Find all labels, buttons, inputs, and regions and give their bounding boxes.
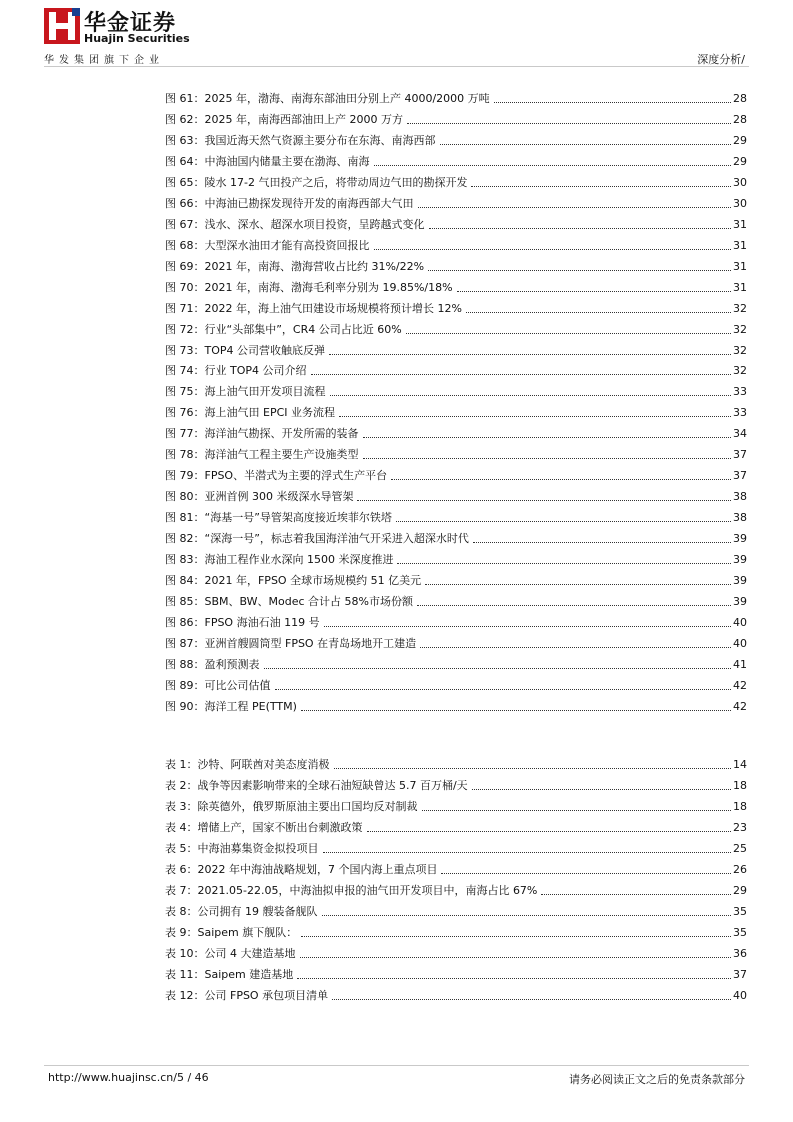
toc-entry[interactable] xyxy=(165,275,747,295)
toc-entry-label: 表 5：中海油募集资金拟投项目 xyxy=(165,842,319,855)
toc-entry-page: 30 xyxy=(733,196,747,210)
toc-dot-leader xyxy=(441,873,731,874)
toc-entry-label: 图 70：2021 年，南海、渤海毛利率分别为 19.85%/18% xyxy=(165,280,453,294)
company-tagline: 华发集团旗下企业 xyxy=(44,55,164,66)
toc-dot-leader xyxy=(406,333,731,334)
toc-dot-leader xyxy=(297,978,731,979)
toc-dot-leader xyxy=(301,936,731,937)
toc-dot-leader xyxy=(420,647,731,648)
toc-entry-label: 图 78：海洋油气工程主要生产设施类型 xyxy=(165,448,359,462)
toc-entry[interactable] xyxy=(165,631,747,651)
toc-entry-label: 表 1：沙特、阿联酋对美态度消极 xyxy=(165,758,330,771)
toc-entry[interactable] xyxy=(165,379,747,399)
toc-entry-page: 42 xyxy=(733,699,747,713)
toc-dot-leader xyxy=(494,102,731,103)
toc-dot-leader xyxy=(264,668,732,669)
toc-entry[interactable] xyxy=(165,526,747,546)
toc-entry-page: 31 xyxy=(733,259,747,273)
toc-entry[interactable] xyxy=(165,547,747,567)
footer-disclaimer: 请务必阅读正文之后的免责条款部分 xyxy=(569,1073,745,1086)
toc-entry-label: 图 76：海上油气田 EPCI 业务流程 xyxy=(165,406,335,420)
toc-entry-label: 表 8：公司拥有 19 艘装备舰队 xyxy=(165,905,318,918)
toc-entry-page: 32 xyxy=(733,343,747,357)
footer-page-number: 5 / 46 xyxy=(176,1071,209,1084)
toc-entry-page: 23 xyxy=(733,821,747,834)
toc-entry-label: 图 81：“海基一号”导管架高度接近埃菲尔铁塔 xyxy=(165,511,392,525)
toc-entry[interactable] xyxy=(165,254,747,274)
toc-entry-page: 40 xyxy=(733,989,747,1002)
toc-dot-leader xyxy=(429,228,732,229)
toc-entry[interactable] xyxy=(165,296,747,316)
toc-entry-page: 32 xyxy=(733,301,747,315)
toc-dot-leader xyxy=(334,768,732,769)
toc-entry-page: 31 xyxy=(733,238,747,252)
toc-entry-page: 39 xyxy=(733,595,747,609)
toc-entry[interactable] xyxy=(165,421,747,441)
toc-entry-label: 表 12：公司 FPSO 承包项目清单 xyxy=(165,989,329,1002)
toc-entry-page: 41 xyxy=(733,657,747,671)
toc-entry-label: 图 89：可比公司估值 xyxy=(165,678,271,692)
huajin-logo-icon xyxy=(44,8,80,44)
toc-entry[interactable] xyxy=(165,610,747,630)
toc-entry[interactable] xyxy=(165,694,747,714)
toc-entry-label: 图 72：行业“头部集中”，CR4 公司占比近 60% xyxy=(165,322,402,336)
toc-entry[interactable] xyxy=(165,836,747,856)
toc-entry-label: 表 6：2022 年中海油战略规划，7 个国内海上重点项目 xyxy=(165,863,438,876)
toc-entry-page: 35 xyxy=(733,926,747,939)
toc-entry[interactable] xyxy=(165,400,747,420)
header-divider xyxy=(44,66,749,67)
toc-entry-page: 25 xyxy=(733,842,747,855)
toc-dot-leader xyxy=(472,789,731,790)
toc-entry[interactable] xyxy=(165,773,747,793)
toc-entry-page: 29 xyxy=(733,133,747,147)
toc-entry-label: 表 3：除英德外，俄罗斯原油主要出口国均反对制裁 xyxy=(165,800,418,813)
toc-dot-leader xyxy=(367,831,732,832)
toc-dot-leader xyxy=(363,437,732,438)
toc-dot-leader xyxy=(418,207,732,208)
toc-entry-label: 表 4：增储上产，国家不断出台刺激政策 xyxy=(165,821,363,834)
toc-entry-page: 29 xyxy=(733,884,747,897)
toc-entry[interactable] xyxy=(165,107,747,127)
logo-english-name: Huajin Securities xyxy=(84,32,190,45)
toc-dot-leader xyxy=(357,500,731,501)
toc-entry-label: 图 61：2025 年，渤海、南海东部油田分别上产 4000/2000 万吨 xyxy=(165,92,490,105)
toc-entry-label: 图 84：2021 年，FPSO 全球市场规模约 51 亿美元 xyxy=(165,574,422,588)
toc-entry-label: 图 66：中海油已勘探发现待开发的南海西部大气田 xyxy=(165,196,414,210)
toc-entry[interactable] xyxy=(165,149,747,169)
toc-entry-page: 32 xyxy=(733,364,747,378)
toc-entry[interactable] xyxy=(165,652,747,672)
toc-entry-label: 图 77：海洋油气勘探、开发所需的装备 xyxy=(165,427,359,441)
toc-entry-page: 42 xyxy=(733,678,747,692)
toc-entry[interactable] xyxy=(165,338,747,358)
toc-entry-page: 37 xyxy=(733,469,747,483)
toc-entry[interactable] xyxy=(165,233,747,253)
toc-entry[interactable] xyxy=(165,212,747,232)
document-type: 深度分析/ xyxy=(697,53,745,66)
toc-entry[interactable] xyxy=(165,317,747,337)
toc-dot-leader xyxy=(466,312,731,313)
toc-dot-leader xyxy=(329,354,731,355)
toc-entry-label: 图 87：亚洲首艘圆筒型 FPSO 在青岛场地开工建造 xyxy=(165,636,417,650)
toc-entry-label: 表 10：公司 4 大建造基地 xyxy=(165,947,296,960)
toc-dot-leader xyxy=(440,144,732,145)
toc-dot-leader xyxy=(301,710,731,711)
toc-entry[interactable] xyxy=(165,920,747,940)
toc-dot-leader xyxy=(275,689,732,690)
toc-dot-leader xyxy=(396,521,731,522)
toc-entry-label: 图 68：大型深水油田才能有高投资回报比 xyxy=(165,238,370,252)
toc-entry-label: 图 79：FPSO、半潜式为主要的浮式生产平台 xyxy=(165,469,388,483)
toc-entry-label: 图 64：中海油国内储量主要在渤海、南海 xyxy=(165,154,370,168)
toc-entry-page: 39 xyxy=(733,574,747,588)
toc-entry-page: 40 xyxy=(733,636,747,650)
toc-entry-label: 图 90：海洋工程 PE(TTM) xyxy=(165,699,297,713)
footer-divider xyxy=(44,1065,749,1066)
toc-entry-page: 34 xyxy=(733,427,747,441)
toc-entry-page: 28 xyxy=(733,112,747,126)
toc-entry-label: 图 63：我国近海天然气资源主要分布在东海、南海西部 xyxy=(165,133,436,147)
toc-entry[interactable] xyxy=(165,815,747,835)
toc-entry[interactable] xyxy=(165,794,747,814)
toc-dot-leader xyxy=(397,563,731,564)
toc-dot-leader xyxy=(473,542,731,543)
toc-entry[interactable] xyxy=(165,358,747,378)
toc-entry-page: 39 xyxy=(733,553,747,567)
toc-entry-label: 图 83：海油工程作业水深向 1500 米深度推进 xyxy=(165,553,394,567)
toc-entry-label: 图 85：SBM、BW、Modec 合计占 58%市场份额 xyxy=(165,595,414,609)
toc-entry-label: 图 71：2022 年，海上油气田建设市场规模将预计增长 12% xyxy=(165,301,462,315)
toc-entry-page: 18 xyxy=(733,779,747,792)
toc-dot-leader xyxy=(300,957,732,958)
toc-entry[interactable] xyxy=(165,941,747,961)
toc-dot-leader xyxy=(541,894,731,895)
toc-entry[interactable] xyxy=(165,128,747,148)
toc-entry[interactable] xyxy=(165,752,747,772)
toc-entry[interactable] xyxy=(165,505,747,525)
toc-entry-page: 35 xyxy=(733,905,747,918)
toc-entry-label: 表 7：2021.05-22.05，中海油拟申报的油气田开发项目中，南海占比 67% xyxy=(165,884,538,897)
toc-entry-page: 33 xyxy=(733,385,747,399)
toc-dot-leader xyxy=(417,605,731,606)
toc-entry-label: 图 65：陵水 17-2 气田投产之后，将带动周边气田的勘探开发 xyxy=(165,175,468,189)
toc-dot-leader xyxy=(422,810,732,811)
toc-entry[interactable] xyxy=(165,589,747,609)
toc-entry-label: 图 80：亚洲首例 300 米级深水导管架 xyxy=(165,490,354,504)
toc-dot-leader xyxy=(471,186,731,187)
toc-entry-page: 37 xyxy=(733,968,747,981)
toc-entry[interactable] xyxy=(165,878,747,898)
toc-entry-label: 图 62：2025 年，南海西部油田上产 2000 万方 xyxy=(165,112,403,126)
toc-entry[interactable] xyxy=(165,86,747,106)
toc-entry[interactable] xyxy=(165,983,747,1003)
toc-entry-page: 28 xyxy=(733,92,747,105)
toc-entry-page: 29 xyxy=(733,154,747,168)
toc-entry-page: 38 xyxy=(733,490,747,504)
toc-dot-leader xyxy=(330,395,732,396)
toc-entry-label: 表 11：Saipem 建造基地 xyxy=(165,968,294,981)
toc-dot-leader xyxy=(374,249,732,250)
toc-entry-page: 39 xyxy=(733,532,747,546)
toc-entry[interactable] xyxy=(165,857,747,877)
toc-entry-label: 图 67：浅水、深水、超深水项目投资，呈跨越式变化 xyxy=(165,217,425,231)
toc-entry-label: 图 69：2021 年，南海、渤海营收占比约 31%/22% xyxy=(165,259,425,273)
footer-url-page xyxy=(48,1071,209,1084)
toc-entry[interactable] xyxy=(165,484,747,504)
toc-dot-leader xyxy=(311,374,732,375)
toc-entry-page: 36 xyxy=(733,947,747,960)
toc-dot-leader xyxy=(425,584,731,585)
logo-chinese-name: 华金证券 xyxy=(84,11,177,36)
toc-dot-leader xyxy=(332,999,731,1000)
toc-entry-page: 33 xyxy=(733,406,747,420)
toc-entry-page: 31 xyxy=(733,217,747,231)
toc-entry-page: 14 xyxy=(733,758,747,771)
toc-dot-leader xyxy=(374,165,732,166)
toc-entry-page: 37 xyxy=(733,448,747,462)
toc-entry-label: 图 88：盈利预测表 xyxy=(165,657,260,671)
company-logo xyxy=(44,8,194,44)
toc-entry[interactable] xyxy=(165,568,747,588)
toc-entry-page: 26 xyxy=(733,863,747,876)
toc-dot-leader xyxy=(322,915,732,916)
toc-entry-label: 图 75：海上油气田开发项目流程 xyxy=(165,385,326,399)
toc-entry-page: 18 xyxy=(733,800,747,813)
footer-url[interactable]: http://www.huajinsc.cn/ xyxy=(48,1071,177,1084)
toc-entry[interactable] xyxy=(165,962,747,982)
toc-entry-page: 31 xyxy=(733,280,747,294)
toc-entry-label: 图 82：“深海一号”，标志着我国海洋油气开采进入超深水时代 xyxy=(165,532,469,546)
toc-entry[interactable] xyxy=(165,442,747,462)
toc-entry[interactable] xyxy=(165,673,747,693)
toc-entry-label: 图 73：TOP4 公司营收触底反弹 xyxy=(165,343,325,357)
toc-entry-page: 30 xyxy=(733,175,747,189)
toc-dot-leader xyxy=(391,479,731,480)
toc-entry-label: 表 9：Saipem 旗下舰队： xyxy=(165,926,298,939)
toc-entry-page: 32 xyxy=(733,322,747,336)
toc-entry-label: 图 86：FPSO 海油石油 119 号 xyxy=(165,616,320,629)
toc-dot-leader xyxy=(339,416,731,417)
toc-dot-leader xyxy=(428,270,731,271)
toc-entry[interactable] xyxy=(165,899,747,919)
toc-entry-label: 表 2：战争等因素影响带来的全球石油短缺曾达 5.7 百万桶/天 xyxy=(165,779,468,792)
toc-entry[interactable] xyxy=(165,170,747,190)
toc-entry[interactable] xyxy=(165,191,747,211)
toc-dot-leader xyxy=(324,626,731,627)
toc-dot-leader xyxy=(407,123,731,124)
toc-dot-leader xyxy=(323,852,732,853)
toc-dot-leader xyxy=(457,291,731,292)
toc-entry-page: 40 xyxy=(733,616,747,629)
toc-dot-leader xyxy=(363,458,732,459)
toc-entry-page: 38 xyxy=(733,511,747,525)
toc-entry-label: 图 74：行业 TOP4 公司介绍 xyxy=(165,364,307,378)
toc-entry[interactable] xyxy=(165,463,747,483)
